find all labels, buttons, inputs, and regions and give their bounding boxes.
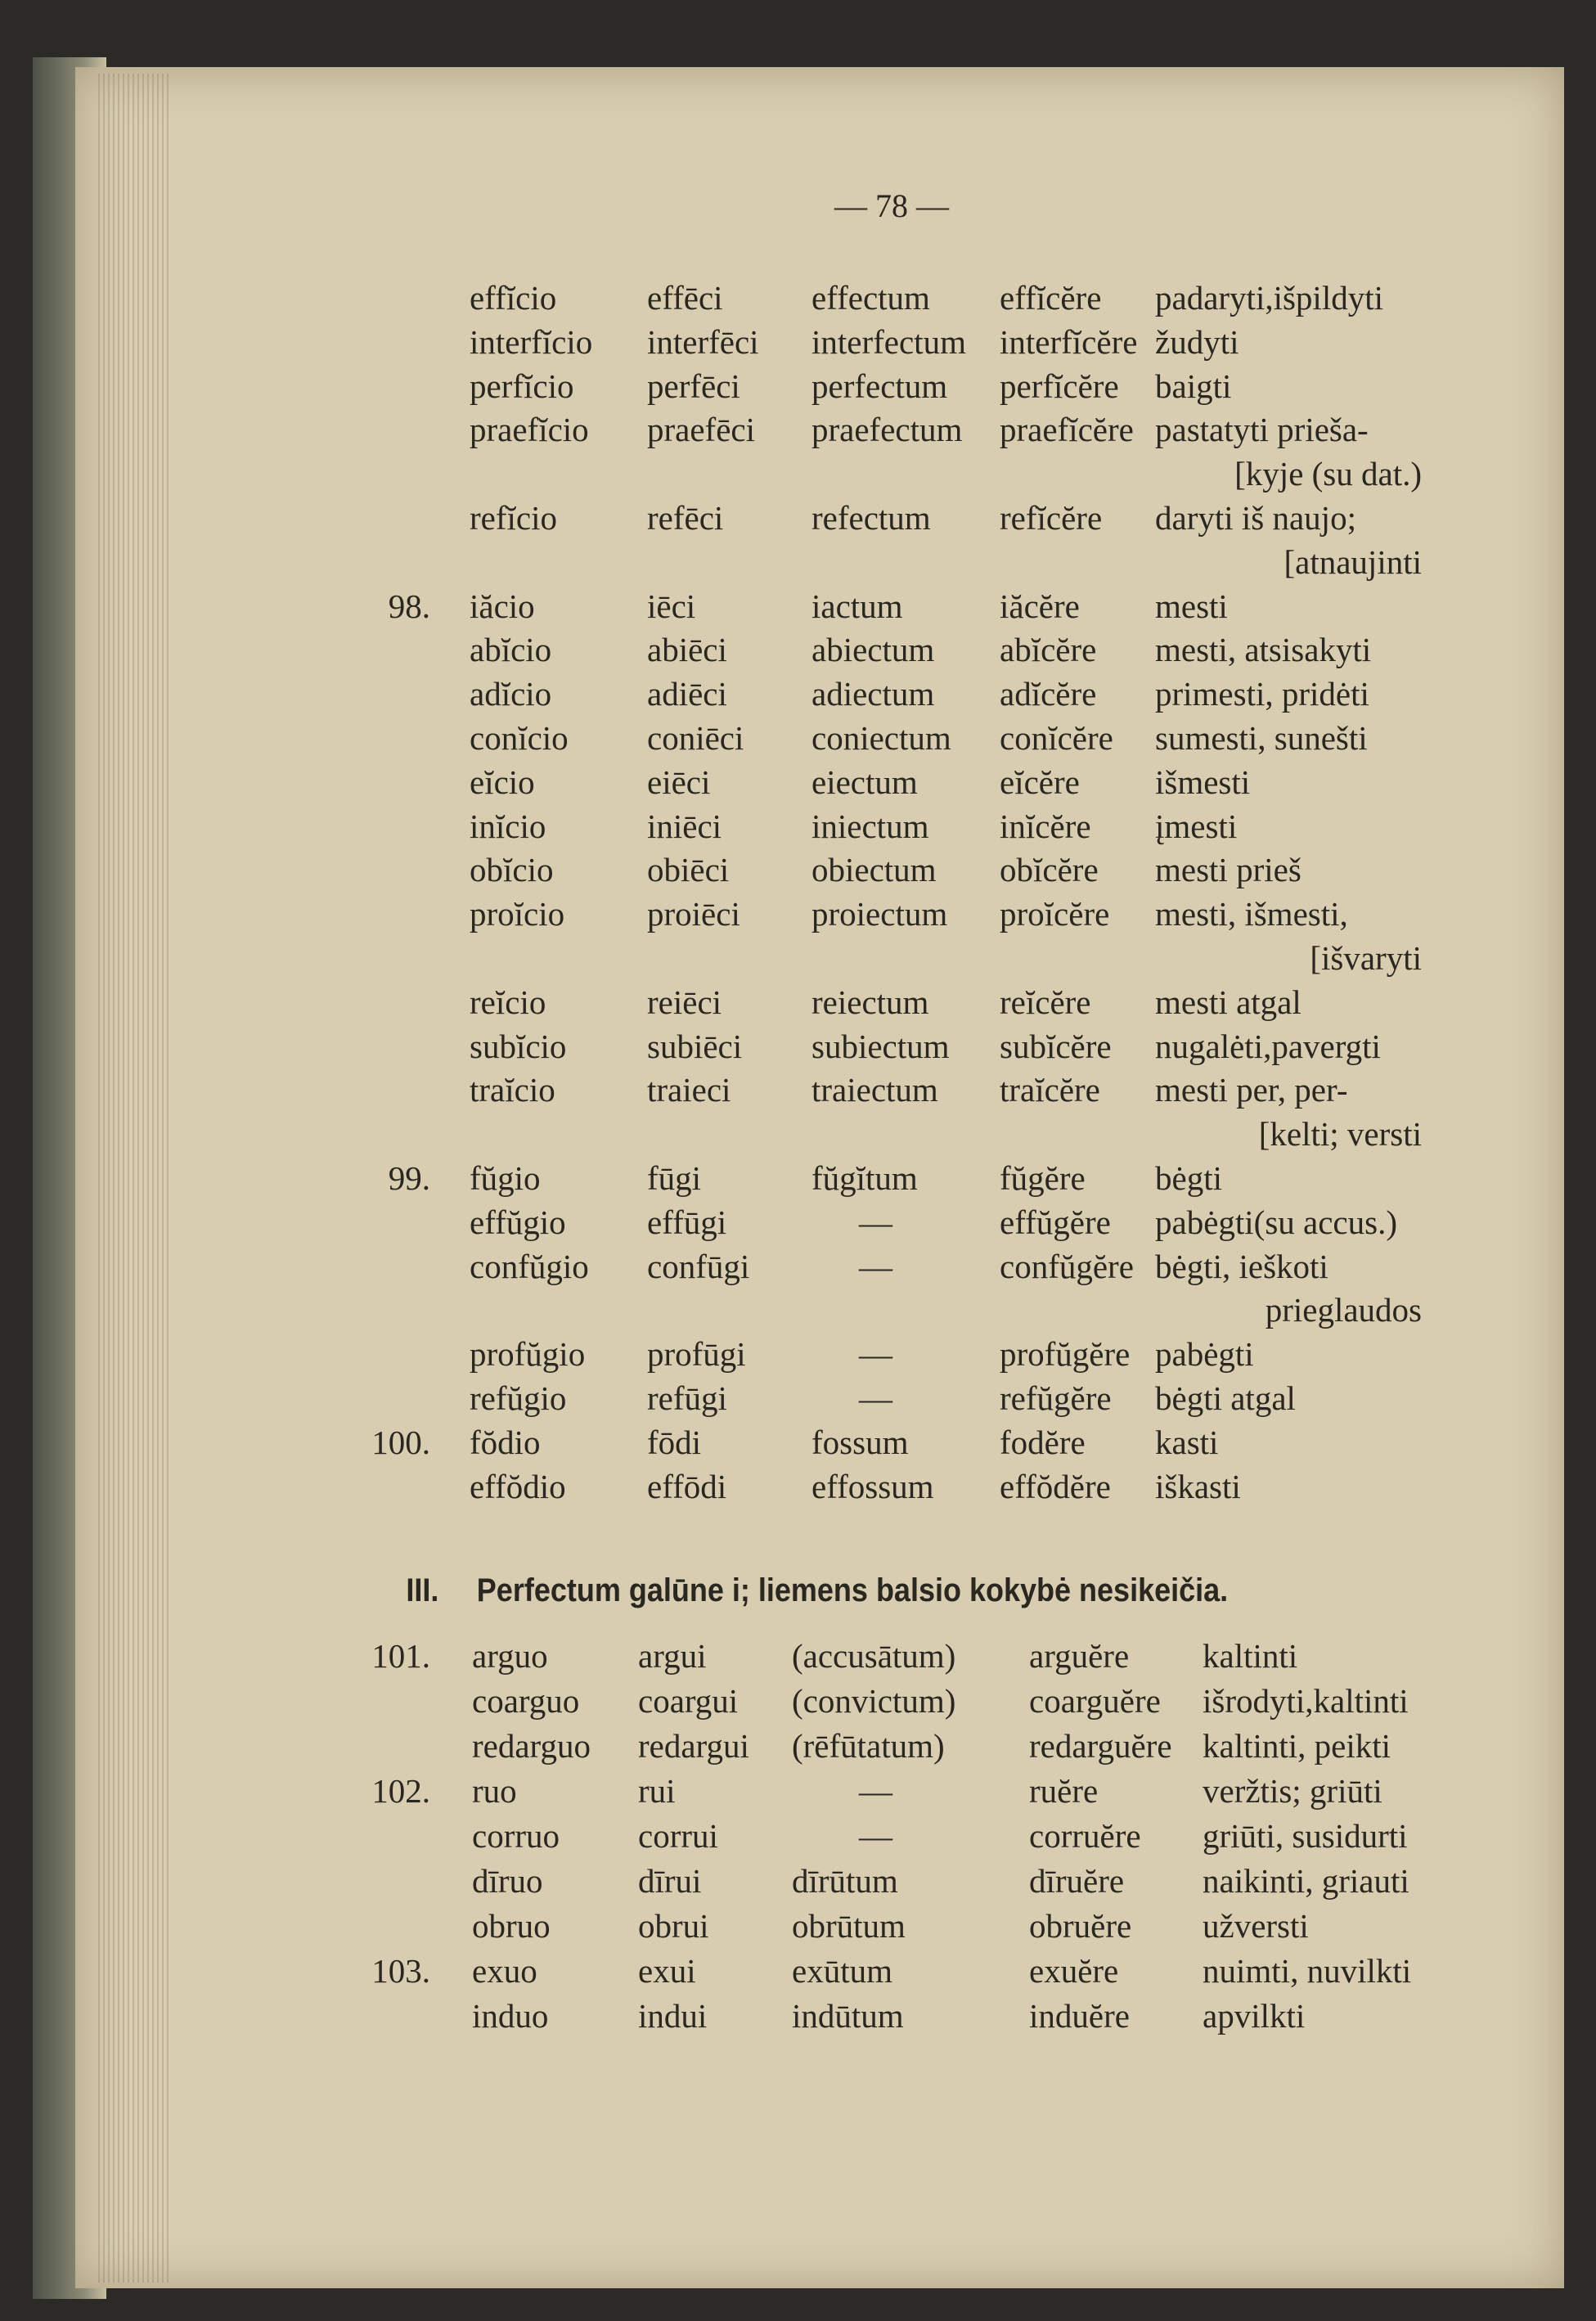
verb-row	[0, 1816, 1596, 1860]
supine-form: interfectum	[811, 322, 966, 361]
verb-row	[0, 1771, 1596, 1815]
infinitive-form: effĭcĕre	[1000, 279, 1102, 317]
supine-form: —	[859, 1203, 892, 1241]
present-form: abĭcio	[470, 631, 552, 669]
present-form: iăcio	[470, 587, 535, 625]
present-form: subĭcio	[470, 1027, 567, 1065]
translation-form: kaltinti, peikti	[1203, 1727, 1391, 1765]
verb-row	[0, 498, 1596, 542]
infinitive-form: conĭcĕre	[1000, 719, 1113, 757]
translation-form: užversti	[1203, 1907, 1309, 1945]
verb-row	[0, 718, 1596, 762]
infinitive-form: ruĕre	[1029, 1772, 1099, 1810]
infinitive-form: dīruĕre	[1029, 1862, 1125, 1900]
perfect-form: fūgi	[647, 1159, 702, 1197]
perfect-form: coargui	[638, 1682, 739, 1720]
present-form: profŭgio	[470, 1335, 586, 1374]
infinitive-form: traĭcĕre	[1000, 1071, 1100, 1109]
entry-number: 99.	[388, 1159, 430, 1197]
translation-form: žudyti	[1155, 322, 1239, 361]
present-form: eĭcio	[470, 762, 535, 801]
perfect-form: abiēci	[647, 631, 727, 669]
verb-row	[0, 1467, 1596, 1511]
perfect-form: effēci	[647, 279, 723, 317]
entry-number: 103.	[371, 1952, 430, 1990]
verb-row	[0, 1726, 1596, 1770]
perfect-form: redargui	[638, 1727, 749, 1765]
supine-form: (accusātum)	[792, 1637, 956, 1675]
verb-row	[0, 674, 1596, 718]
supine-form: perfectum	[811, 367, 948, 405]
section-heading-text: Perfectum galūne i; liemens balsio kokybė nesikeičia.	[476, 1572, 1229, 1608]
perfect-form: iniēci	[647, 807, 722, 845]
supine-form: iactum	[811, 587, 903, 625]
supine-form: praefectum	[811, 411, 963, 449]
translation-form: mesti, išmesti,	[1155, 895, 1348, 933]
verb-row	[0, 322, 1596, 367]
present-form: confŭgio	[470, 1247, 589, 1285]
translation-form: mesti, atsisakyti	[1155, 631, 1372, 669]
translation-form: sumesti, sunešti	[1155, 719, 1368, 757]
present-form: dīruo	[472, 1862, 543, 1900]
translation-form: bėgti, ieškoti	[1155, 1247, 1329, 1285]
translation-form: pastatyti prieša-	[1155, 411, 1369, 449]
verb-row	[0, 1423, 1596, 1467]
translation-form: mesti per, per-	[1155, 1071, 1348, 1109]
present-form: interfĭcio	[470, 322, 593, 361]
perfect-form: interfēci	[647, 322, 759, 361]
section-heading-number: III.	[406, 1572, 439, 1608]
translation-form: kasti	[1155, 1423, 1219, 1461]
supine-form: exūtum	[792, 1952, 892, 1990]
continuation-line	[0, 1290, 1596, 1334]
infinitive-form: fodĕre	[1000, 1423, 1086, 1461]
verb-row	[0, 1681, 1596, 1725]
translation-form: baigti	[1155, 367, 1232, 405]
perfect-form: obiēci	[647, 851, 730, 889]
translation-form: apvilkti	[1203, 1997, 1306, 2035]
section-heading	[41, 1572, 1477, 1617]
present-form: inĭcio	[470, 807, 546, 845]
perfect-form: refēci	[647, 499, 724, 537]
supine-form: proiectum	[811, 895, 948, 933]
perfect-form: effōdi	[647, 1467, 727, 1505]
translation-form: primesti, pridėti	[1155, 675, 1369, 713]
verb-row	[0, 1334, 1596, 1379]
supine-form: —	[859, 1379, 892, 1417]
page-number: — 78 —	[834, 187, 949, 224]
supine-form: abiectum	[811, 631, 935, 669]
infinitive-form: interfĭcĕre	[1000, 322, 1138, 361]
present-form: obruo	[472, 1907, 551, 1945]
translation-form: pabėgti	[1155, 1335, 1254, 1374]
verb-row	[0, 1951, 1596, 1995]
supine-form: iniectum	[811, 807, 929, 845]
perfect-form: corrui	[638, 1817, 718, 1855]
translation-form: griūti, susidurti	[1203, 1817, 1408, 1855]
supine-form: (rēfūtatum)	[792, 1727, 945, 1765]
translation-form: mesti atgal	[1155, 983, 1302, 1021]
translation-form: bėgti	[1155, 1159, 1222, 1197]
infinitive-form: obĭcĕre	[1000, 851, 1099, 889]
supine-form: adiectum	[811, 675, 935, 713]
infinitive-form: effŭgĕre	[1000, 1203, 1111, 1241]
infinitive-form: reĭcĕre	[1000, 983, 1091, 1021]
translation-form: daryti iš naujo;	[1155, 499, 1356, 537]
infinitive-form: corruĕre	[1029, 1817, 1141, 1855]
supine-form: subiectum	[811, 1027, 950, 1065]
supine-form: obrūtum	[792, 1907, 906, 1945]
present-form: effĭcio	[470, 279, 557, 317]
present-form: exuo	[472, 1952, 537, 1990]
verb-row	[0, 630, 1596, 674]
translation-form: įmesti	[1155, 807, 1238, 845]
translation-continuation: prieglaudos	[1265, 1291, 1422, 1329]
infinitive-form: exuĕre	[1029, 1952, 1119, 1990]
perfect-form: traieci	[647, 1071, 731, 1109]
infinitive-form: refĭcĕre	[1000, 499, 1103, 537]
infinitive-form: obruĕre	[1029, 1907, 1132, 1945]
supine-form: fŭgĭtum	[811, 1159, 918, 1197]
infinitive-form: refŭgĕre	[1000, 1379, 1112, 1417]
supine-form: eiectum	[811, 762, 918, 801]
perfect-form: argui	[638, 1637, 707, 1675]
perfect-form: adiēci	[647, 675, 727, 713]
perfect-form: coniēci	[647, 719, 744, 757]
infinitive-form: perfĭcĕre	[1000, 367, 1119, 405]
perfect-form: proiēci	[647, 895, 740, 933]
perfect-form: praefēci	[647, 411, 755, 449]
infinitive-form: fŭgĕre	[1000, 1159, 1086, 1197]
entry-number: 101.	[371, 1637, 430, 1675]
verb-row	[0, 410, 1596, 454]
infinitive-form: redarguĕre	[1029, 1727, 1172, 1765]
present-form: obĭcio	[470, 851, 554, 889]
verb-row	[0, 1379, 1596, 1423]
perfect-form: iēci	[647, 587, 696, 625]
perfect-form: dīrui	[638, 1862, 702, 1900]
perfect-form: obrui	[638, 1907, 709, 1945]
translation-form: pabėgti(su accus.)	[1155, 1203, 1397, 1241]
translation-continuation: [išvaryti	[1310, 939, 1422, 977]
supine-form: reiectum	[811, 983, 929, 1021]
infinitive-form: iăcĕre	[1000, 587, 1080, 625]
verb-row	[0, 1996, 1596, 2040]
present-form: reĭcio	[470, 983, 546, 1021]
present-form: corruo	[472, 1817, 560, 1855]
infinitive-form: induĕre	[1029, 1997, 1130, 2035]
present-form: praefĭcio	[470, 411, 589, 449]
verb-row	[0, 983, 1596, 1027]
infinitive-form: subĭcĕre	[1000, 1027, 1112, 1065]
supine-form: indūtum	[792, 1997, 904, 2035]
translation-continuation: [atnaujinti	[1284, 542, 1422, 581]
perfect-form: reiēci	[647, 983, 722, 1021]
entry-number: 102.	[371, 1772, 430, 1810]
verb-row	[0, 1158, 1596, 1203]
present-form: traĭcio	[470, 1071, 555, 1109]
verb-row	[0, 894, 1596, 938]
perfect-form: confūgi	[647, 1247, 750, 1285]
perfect-form: subiēci	[647, 1027, 743, 1065]
translation-form: padaryti,išpildyti	[1155, 279, 1383, 317]
continuation-line	[0, 454, 1596, 498]
perfect-form: profūgi	[647, 1335, 746, 1374]
present-form: ruo	[472, 1772, 517, 1810]
present-form: conĭcio	[470, 719, 569, 757]
translation-form: veržtis; griūti	[1203, 1772, 1382, 1810]
translation-form: mesti prieš	[1155, 851, 1302, 889]
translation-form: bėgti atgal	[1155, 1379, 1296, 1417]
present-form: coarguo	[472, 1682, 580, 1720]
infinitive-form: inĭcĕre	[1000, 807, 1091, 845]
supine-form: dīrūtum	[792, 1862, 898, 1900]
verb-row	[0, 587, 1596, 631]
perfect-form: exui	[638, 1952, 696, 1990]
supine-form: fossum	[811, 1423, 909, 1461]
infinitive-form: confŭgĕre	[1000, 1247, 1134, 1285]
translation-form: išrodyti,kaltinti	[1203, 1682, 1409, 1720]
entry-number: 100.	[371, 1423, 430, 1461]
infinitive-form: profŭgĕre	[1000, 1335, 1131, 1374]
supine-form: (convictum)	[792, 1682, 956, 1720]
verb-row	[0, 1861, 1596, 1905]
continuation-line	[0, 1114, 1596, 1158]
infinitive-form: effŏdĕre	[1000, 1467, 1111, 1505]
infinitive-form: coarguĕre	[1029, 1682, 1161, 1720]
infinitive-form: arguĕre	[1029, 1637, 1130, 1675]
perfect-form: indui	[638, 1997, 708, 2035]
verb-row	[0, 807, 1596, 851]
supine-form: —	[859, 1817, 892, 1855]
perfect-form: eiēci	[647, 762, 711, 801]
translation-form: mesti	[1155, 587, 1228, 625]
supine-form: coniectum	[811, 719, 951, 757]
verb-row	[0, 367, 1596, 411]
supine-form: effectum	[811, 279, 930, 317]
present-form: fŭgio	[470, 1159, 541, 1197]
supine-form: refectum	[811, 499, 931, 537]
translation-form: kaltinti	[1203, 1637, 1298, 1675]
present-form: arguo	[472, 1637, 548, 1675]
continuation-line	[0, 938, 1596, 983]
perfect-form: rui	[638, 1772, 676, 1810]
translation-continuation: [kelti; versti	[1258, 1115, 1422, 1154]
perfect-form: effūgi	[647, 1203, 727, 1241]
present-form: refĭcio	[470, 499, 557, 537]
verb-row	[0, 762, 1596, 807]
verb-row	[0, 1070, 1596, 1114]
present-form: fŏdio	[470, 1423, 541, 1461]
verb-row	[0, 1247, 1596, 1291]
infinitive-form: eĭcĕre	[1000, 762, 1080, 801]
present-form: refŭgio	[470, 1379, 567, 1417]
translation-form: nuimti, nuvilkti	[1203, 1952, 1412, 1990]
verb-row	[0, 850, 1596, 894]
translation-form: iškasti	[1155, 1467, 1241, 1505]
verb-row	[0, 1636, 1596, 1680]
supine-form: effossum	[811, 1467, 934, 1505]
infinitive-form: adĭcĕre	[1000, 675, 1097, 713]
entry-number: 98.	[388, 587, 430, 625]
infinitive-form: praefĭcĕre	[1000, 411, 1134, 449]
perfect-form: refūgi	[647, 1379, 727, 1417]
present-form: induo	[472, 1997, 549, 2035]
verb-row	[0, 1906, 1596, 1950]
present-form: adĭcio	[470, 675, 552, 713]
present-form: effŭgio	[470, 1203, 566, 1241]
perfect-form: perfēci	[647, 367, 740, 405]
translation-form: naikinti, griauti	[1203, 1862, 1409, 1900]
translation-continuation: [kyje (su dat.)	[1234, 455, 1422, 493]
supine-form: —	[859, 1335, 892, 1374]
infinitive-form: abĭcĕre	[1000, 631, 1097, 669]
verb-row	[0, 278, 1596, 322]
supine-form: —	[859, 1247, 892, 1285]
present-form: perfĭcio	[470, 367, 574, 405]
present-form: effŏdio	[470, 1467, 566, 1505]
infinitive-form: proĭcĕre	[1000, 895, 1110, 933]
translation-form: išmesti	[1155, 762, 1251, 801]
present-form: proĭcio	[470, 895, 565, 933]
translation-form: nugalėti,pavergti	[1155, 1027, 1381, 1065]
verb-row	[0, 1203, 1596, 1247]
supine-form: obiectum	[811, 851, 937, 889]
verb-row	[0, 1027, 1596, 1071]
perfect-form: fōdi	[647, 1423, 702, 1461]
supine-form: traiectum	[811, 1071, 938, 1109]
continuation-line	[0, 542, 1596, 587]
supine-form: —	[859, 1772, 892, 1810]
present-form: redarguo	[472, 1727, 591, 1765]
